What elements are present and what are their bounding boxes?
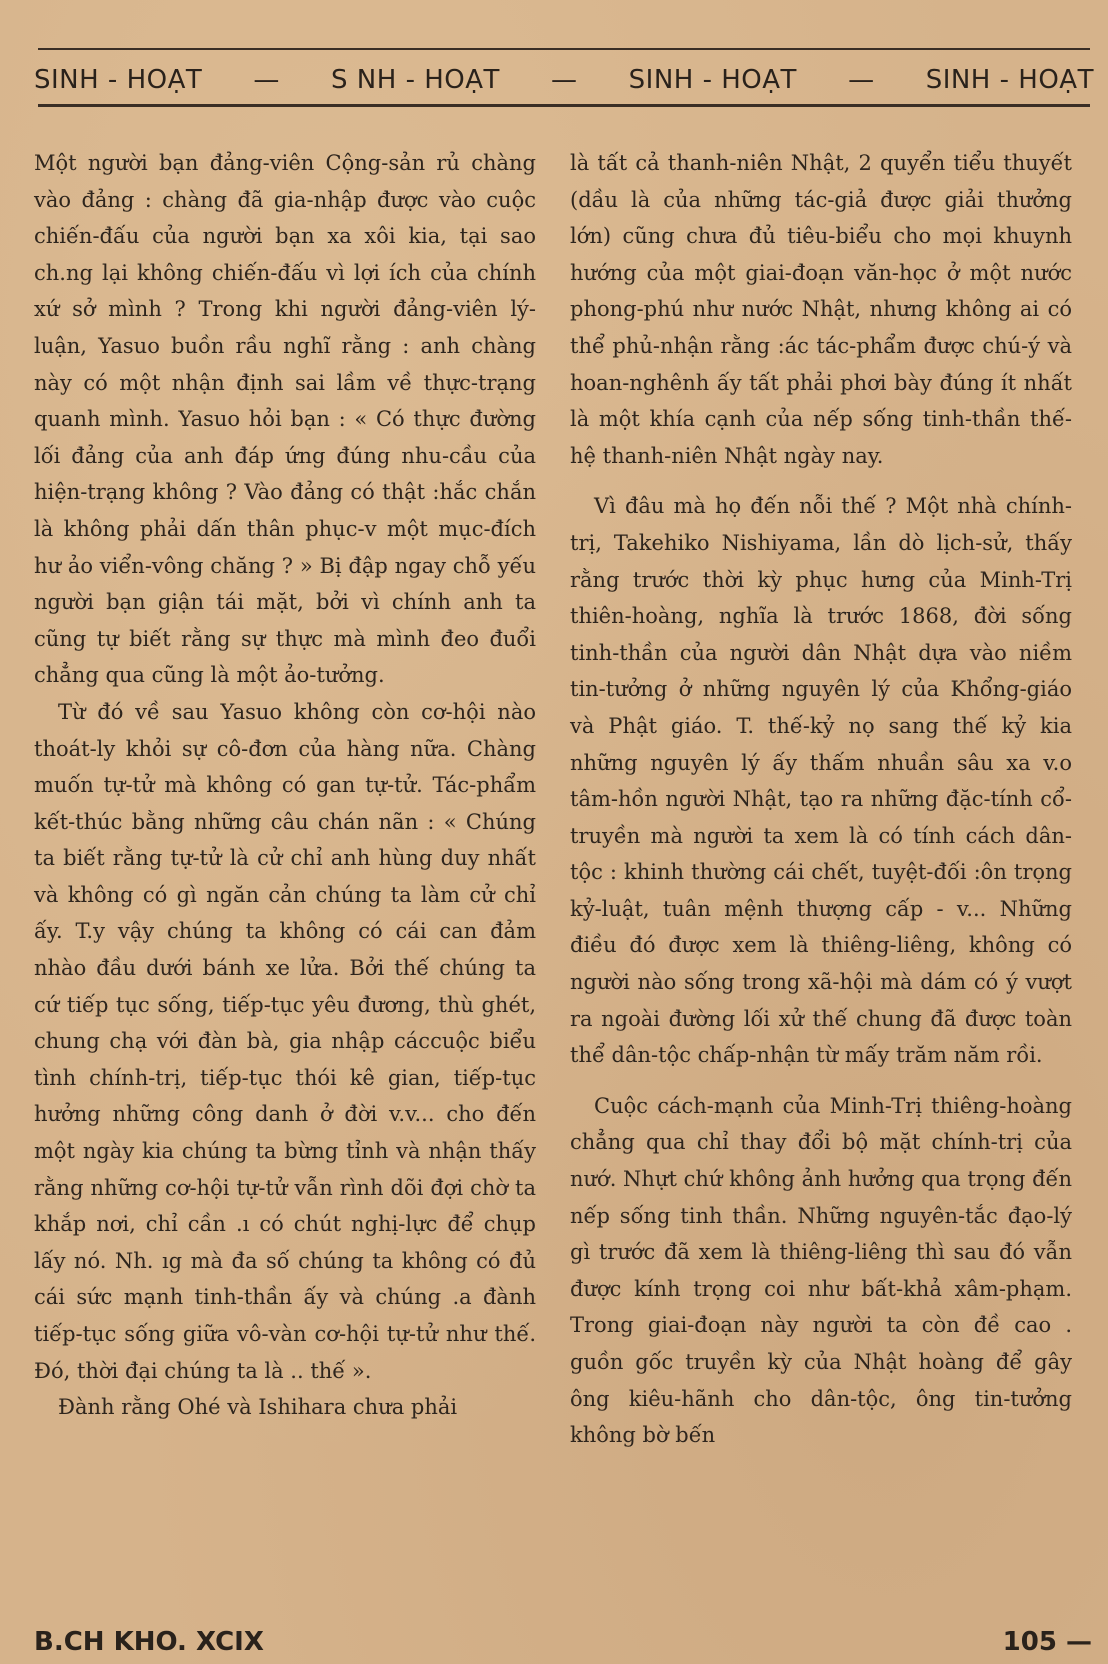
running-head-item: SINH - HOẠT [628, 65, 797, 95]
paragraph: Một người bạn đảng-viên Cộng-sản rủ chàng vào đảng : chàng đã gia-nhập được vào cuộc chiến-đấu của người bạn xa xôi kia, tại sao ch.ng lại không chiến-đấu vì lợi ích của chính xứ sở mình ? Trong khi người đảng-viên lý-luận, Yasuo buồn rầu nghĩ rằng : anh chàng này có một nhận định sai lầm về thực-trạng quanh mình. Yasuo hỏi bạn : « Có thực đường lối đảng của anh đáp ứng đúng nhu-cầu của hiện-trạng không ? Vào đảng có thật :hắc chắn là không phải dấn thân phục-v một mục-đích hư ảo viển-vông chăng ? » Bị đập ngay chỗ yếu người bạn giận tái mặt, bởi vì chính anh ta cũng tự biết rằng sự thực mà mình đeo đuổi chẳng qua cũng là một ảo-tưởng. [34, 151, 536, 688]
page-footer [34, 1624, 1092, 1660]
paragraph: Cuộc cách-mạnh của Minh-Trị thiêng-hoàng chẳng qua chỉ thay đổi bộ mặt chính-trị của nướ. Nhựt chứ không ảnh hưởng qua trọng đến nếp sống tinh thần. Những nguyên-tắc đạo-lý gì trước đã xem là thiêng-liêng thì sau đó vẫn được kính trọng coi như bất-khả xâm-phạm. Trong giai-đoạn này người ta còn đề cao . guồn gốc truyền kỳ của Nhật hoàng để gây ông kiêu-hãnh cho dân-tộc, ông tin-tưởng không bờ bến [570, 1093, 1073, 1448]
page-number: 105 — [1002, 1627, 1092, 1657]
running-head-item: SINH - HOẠT [925, 65, 1094, 95]
paragraph: Vì đâu mà họ đến nỗi thế ? Một nhà chính-trị, Takehiko Nishiyama, lần dò lịch-sử, thấy rằng trước thời kỳ phục hưng của Minh-Trị thiên-hoàng, nghĩa là trước 1868, đời sống tinh-thần của người dân Nhật dựa vào niềm tin-tưởng ở những nguyên lý của Khổng-giáo và Phật giáo. T. thế-kỷ nọ sang thế kỷ kia những nguyên lý ấy thấm nhuần sâu xa v.o tâm-hồn người Nhật, tạo ra những đặc-tính cổ-truyền mà người ta xem là có tính cách dân-tộc : khinh thường cái chết, tuyệt-đối :ôn trọng kỷ-luật, tuân mệnh thượng cấp - v... Những điều đó được xem là thiêng-liêng, không có người nào sống trong xã-hội mà dám có ý vượt ra ngoài đường lối xử thế chung đã được toàn thể dân-tộc chấp-nhận từ mấy trăm năm rồi. [570, 494, 1072, 1068]
top-rule [38, 48, 1090, 50]
running-head-item: S NH - HOẠT [331, 65, 500, 95]
paragraph: là tất cả thanh-niên Nhật, 2 quyển tiểu thuyết (dầu là của những tác-giả được giải thưởng lớn) cũng chưa đủ tiêu-biểu cho mọi khuynh hướng của một giai-đoạn văn-học ở một nước phong-phú như nước Nhật, nhưng không ai có thể phủ-nhận rằng :ác tác-phẩm được chú-ý và hoan-nghênh ấy tất phải phơi bày đúng ít nhất là một khía cạnh của nếp sống tinh-thần thế-hệ thanh-niên Nhật ngày nay. [570, 151, 1072, 468]
running-head-dash: — [253, 65, 280, 95]
header-rule [38, 104, 1090, 107]
running-head-dash: — [848, 65, 875, 95]
paragraph: Đành rằng Ohé và Ishihara chưa phải [58, 1395, 458, 1420]
right-column [570, 145, 1072, 1454]
running-head-dash: — [551, 65, 578, 95]
paragraph: Từ đó về sau Yasuo không còn cơ-hội nào thoát-ly khỏi sự cô-đơn của hàng nữa. Chàng muốn tự-tử mà không có gan tự-tử. Tác-phẩm kết-thúc bằng những câu chán nãn : « Chúng ta biết rằng tự-tử là cử chỉ anh hùng duy nhất và không có gì ngăn cản chúng ta làm cử chỉ ấy. T.y vậy chúng ta không có cái can đảm nhào đầu dưới bánh xe lửa. Bởi thế chúng ta cứ tiếp tục sống, tiếp-tục yêu đương, thù ghét, chung chạ với đàn bà, gia nhập cáccuộc biểu tình chính-trị, tiếp-tục thói kê gian, tiếp-tục hưởng những công danh ở đời v.v... cho đến một ngày kia chúng ta bừng tỉnh và nhận thấy rằng những cơ-hội tự-tử vẫn rình dõi đợi chờ ta khắp nơi, chỉ cần .ı có chút nghị-lực để chụp lấy nó. Nh. ıg mà đa số chúng ta không có đủ cái sức mạnh tinh-thần ấy và chúng .a đành tiếp-tục sống giữa vô-vàn cơ-hội tự-tử như thế. Đó, thời đại chúng ta là .. thế ». [34, 699, 536, 1383]
left-column [34, 145, 536, 1426]
running-head-item: SINH - HOẠT [34, 65, 203, 95]
journal-name: B.CH KHO. XCIX [34, 1627, 264, 1657]
running-head [34, 60, 1094, 100]
